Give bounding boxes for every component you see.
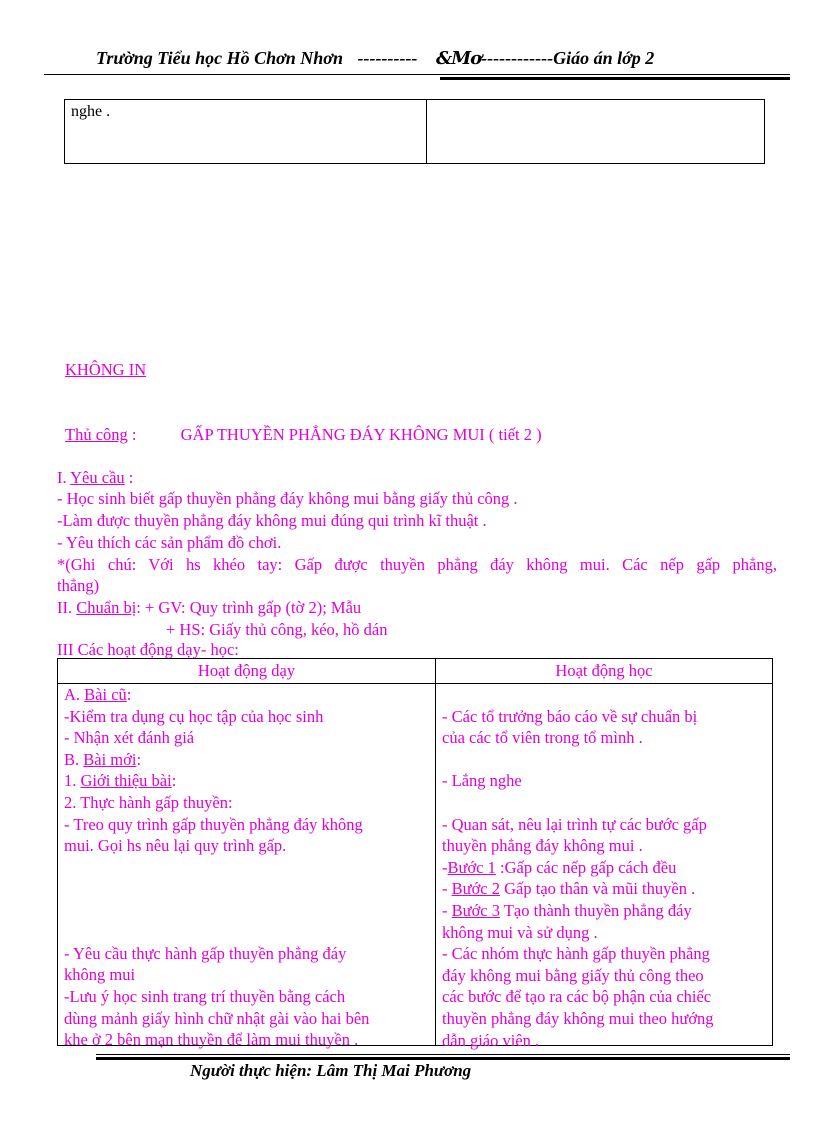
- activities-table: [57, 658, 773, 1050]
- requirement-item: - Yêu thích các sản phẩm đồ chơi.: [57, 533, 282, 552]
- footer-rule-thick: [96, 1057, 790, 1060]
- activities-heading: III Các hoạt động dạy- học:: [57, 640, 239, 659]
- not-printed-label: KHÔNG IN: [65, 360, 147, 379]
- header-subject: Giáo án lớp 2: [553, 48, 655, 68]
- step-1: -Bước 1 :Gấp các nếp gấp cách đều: [442, 857, 677, 877]
- lesson-title: GẤP THUYỀN PHẲNG ĐÁY KHÔNG MUI ( tiết 2 ): [180, 425, 542, 444]
- learning-line: các bước để tạo ra các bộ phận của chiếc: [442, 987, 712, 1007]
- teaching-line: -Lưu ý học sinh trang trí thuyền bằng cách: [64, 986, 346, 1006]
- old-lesson-heading: A. Bài cũ:: [64, 685, 132, 704]
- learning-line: - Quan sát, nêu lại trình tự các bước gấp: [442, 814, 707, 834]
- step-3: - Bước 3 Tạo thành thuyền phẳng đáy: [442, 900, 692, 920]
- teaching-line: khe ở 2 bên mạn thuyền để làm mui thuyền .: [64, 1030, 359, 1050]
- continued-table: [64, 99, 765, 164]
- learning-line: thuyền phẳng đáy không mui .: [442, 836, 643, 856]
- learning-line: đáy không mui bằng giấy thủ công theo: [442, 965, 704, 985]
- teaching-line: mui. Gọi hs nêu lại quy trình gấp.: [64, 836, 287, 856]
- requirement-item: -Làm được thuyền phẳng đáy không mui đúng qui trình kĩ thuật .: [57, 511, 487, 530]
- teaching-line: -Kiểm tra dụng cụ học tập của học sinh: [64, 706, 324, 726]
- teaching-line: 2. Thực hành gấp thuyền:: [64, 792, 233, 812]
- teaching-line: không mui: [64, 965, 136, 985]
- col2-header: Hoạt động học: [555, 661, 653, 680]
- lesson-title-row: Thủ công : GẤP THUYỀN PHẲNG ĐÁY KHÔNG MUI ( tiết 2 ): [65, 425, 542, 444]
- teaching-line: - Treo quy trình gấp thuyền phẳng đáy không: [64, 814, 363, 834]
- learning-line: thuyền phẳng đáy không mui theo hướng: [442, 1008, 714, 1028]
- teaching-line: dùng mảnh giấy hình chữ nhật gài vào hai bên: [64, 1008, 370, 1028]
- teaching-column: [64, 684, 432, 1051]
- requirements-heading: I. Yêu cầu :: [57, 468, 134, 487]
- learning-line: của các tổ viên trong tổ mình .: [442, 728, 643, 748]
- step-2: - Bước 2 Gấp tạo thân và mũi thuyền .: [442, 879, 696, 899]
- learning-line: - Các nhóm thực hành gấp thuyền phẳng: [442, 944, 710, 964]
- teaching-line: - Nhận xét đánh giá: [64, 728, 195, 748]
- continued-table-left-cell: nghe .: [65, 100, 427, 163]
- header-rule-thin: [44, 74, 790, 75]
- preparation-gv: II. Chuẩn bị: + GV: Quy trình gấp (tờ 2); Mẫu: [57, 598, 362, 617]
- new-lesson-heading: B. Bài mới:: [64, 749, 142, 769]
- header-rule-thick: [440, 77, 790, 80]
- learning-line: - Lắng nghe: [442, 771, 522, 791]
- col1-header: Hoạt động dạy: [197, 661, 296, 680]
- continued-table-right-cell: [427, 100, 764, 163]
- learning-line: dẫn giáo viên .: [442, 1030, 540, 1050]
- ornament-logo: &Mơ: [435, 48, 482, 69]
- requirement-note: *(Ghi chú: Với hs khéo tay: Gấp được thuyền phẳng đáy không mui. Các nếp gấp phẳng,: [57, 555, 777, 574]
- footer-rule-thin: [96, 1054, 790, 1055]
- learning-line: không mui và sử dụng .: [442, 922, 598, 942]
- learning-line: - Các tổ trưởng báo cáo về sự chuẩn bị: [442, 706, 698, 726]
- page-header: [96, 48, 654, 69]
- learning-column: [442, 684, 770, 1051]
- header-dashes-right: ------------: [481, 48, 554, 68]
- teaching-line: - Yêu cầu thực hành gấp thuyền phẳng đáy: [64, 943, 347, 963]
- preparation-hs: + HS: Giấy thủ công, kéo, hồ dán: [166, 620, 388, 639]
- school-name: Trường Tiểu học Hồ Chơn Nhơn: [96, 48, 343, 68]
- footer-author: Người thực hiện: Lâm Thị Mai Phương: [190, 1061, 472, 1080]
- requirement-item: - Học sinh biết gấp thuyền phẳng đáy không mui bằng giấy thủ công .: [57, 489, 518, 508]
- column-divider: [435, 659, 436, 1045]
- lesson-subject-label: Thủ công: [65, 425, 128, 444]
- header-dashes-left: ----------: [357, 48, 418, 68]
- intro-heading: 1. Giới thiệu bài:: [64, 771, 177, 791]
- requirement-note-end: thẳng): [57, 576, 100, 595]
